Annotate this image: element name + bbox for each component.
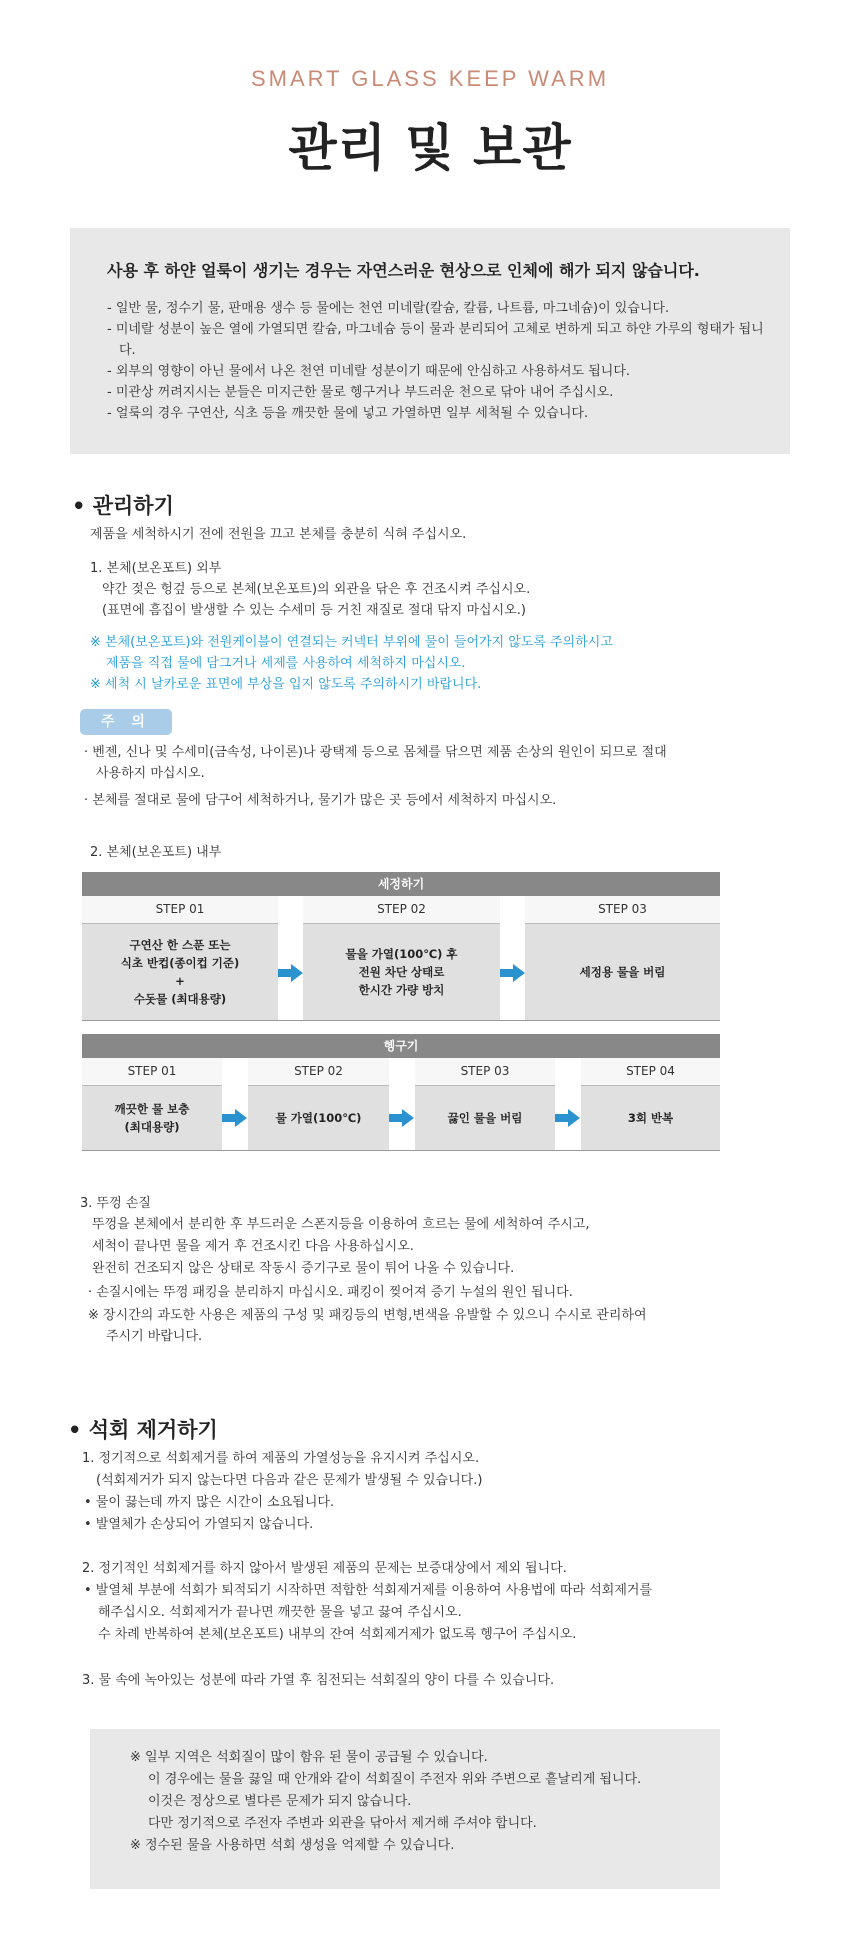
care-warning-line: ※ 세척 시 날카로운 표면에 부상을 입지 않도록 주의하시기 바랍니다. (90, 677, 482, 692)
caution-badge: 주 의 (80, 709, 172, 735)
notice-box (70, 228, 790, 454)
step-label: STEP 04 (581, 1058, 720, 1086)
care-section-title: • 관리하기 (72, 494, 174, 518)
notice-item: - 일반 물, 정수기 물, 판매용 생수 등 물에는 천연 미네랄(칼슘, 칼륨, 나트륨, 마그네슘)이 있습니다. (107, 301, 670, 316)
step-label: STEP 01 (82, 896, 278, 924)
descale-line: 1. 정기적으로 석회제거를 하여 제품의 가열성능을 유지시켜 주십시오. (82, 1451, 480, 1466)
step-text: 끓인 물을 버림 (415, 1086, 555, 1150)
caution-line: · 벤젠, 신나 및 수세미(금속성, 나이론)나 광택제 등으로 몸체를 닦으면 제품 손상의 원인이 되므로 절대 (84, 745, 667, 760)
rinse-process-table (82, 1034, 720, 1151)
descale-line: • 물이 끓는데 까지 많은 시간이 소요됩니다. (84, 1495, 335, 1510)
notice-item: - 외부의 영향이 아닌 물에서 나온 천연 미네랄 성분이기 때문에 안심하고 사용하셔도 됩니다. (107, 364, 631, 379)
step-gap (278, 896, 303, 1020)
care-intro: 제품을 세척하시기 전에 전원을 끄고 본체를 충분히 식혀 주십시오. (90, 527, 467, 542)
notice-item: - 미관상 꺼려지시는 분들은 미지근한 물로 헹구거나 부드러운 천으로 닦아 내어 주십시오. (107, 385, 614, 400)
step-text: 세정용 물을 버림 (525, 924, 720, 1020)
lid-line: 세척이 끝나면 물을 제거 후 건조시킨 다음 사용하십시오. (92, 1239, 414, 1254)
step-label: STEP 02 (248, 1058, 389, 1086)
descale-section-title: • 석회 제거하기 (68, 1418, 218, 1442)
step-label: STEP 03 (525, 896, 720, 924)
step-gap (555, 1058, 581, 1150)
lid-line: 뚜껑을 본체에서 분리한 후 부드러운 스폰지등을 이용하여 흐르는 물에 세척하여 주시고, (92, 1217, 590, 1232)
page-title: 관리 및 보관 (288, 119, 572, 177)
step-gap (222, 1058, 248, 1150)
descale-line: • 발열체 부분에 석회가 퇴적되기 시작하면 적합한 석회제거제를 이용하여 사용법에 따라 석회제거를 (84, 1583, 653, 1598)
rinse-step (82, 1058, 222, 1150)
caution-line: 사용하지 마십시오. (96, 766, 205, 781)
lid-title: 3. 뚜껑 손질 (80, 1196, 151, 1211)
care-warning-line: ※ 본체(보온포트)와 전원케이블이 연결되는 커넥터 부위에 물이 들어가지 않도록 주의하시고 (90, 635, 613, 650)
descale-line: 3. 물 속에 녹아있는 성분에 따라 가열 후 침전되는 석회질의 양이 다를 수 있습니다. (82, 1673, 555, 1688)
step-label: STEP 03 (415, 1058, 555, 1086)
footnote-box (90, 1729, 720, 1889)
descale-line: 해주십시오. 석회제거가 끝나면 깨끗한 물을 넣고 끓여 주십시오. (98, 1605, 462, 1620)
care-item2-title: 2. 본체(보온포트) 내부 (90, 845, 222, 860)
footnote-line: 이 경우에는 물을 끓일 때 안개와 같이 석회질이 주전자 위와 주변으로 흩날리게 됩니다. (148, 1772, 642, 1787)
footnote-line: 이것은 정상으로 별다른 문제가 되지 않습니다. (148, 1794, 412, 1809)
notice-list (107, 298, 767, 424)
rinse-step (581, 1058, 720, 1150)
clean-step (82, 896, 278, 1020)
notice-item: - 미네랄 성분이 높은 열에 가열되면 칼슘, 마그네슘 등이 물과 분리되어 고체로 변하게 되고 하얀 가루의 형태가 됩니다. (107, 322, 764, 358)
notice-item: - 얼룩의 경우 구연산, 식초 등을 깨끗한 물에 넣고 가열하면 일부 세척될 수 있습니다. (107, 406, 589, 421)
footnote-line: ※ 일부 지역은 석회질이 많이 함유 된 물이 공급될 수 있습니다. (130, 1750, 488, 1765)
caution-line: · 본체를 절대로 물에 담구어 세척하거나, 물기가 많은 곳 등에서 세척하지 마십시오. (84, 793, 557, 808)
clean-process-header: 세정하기 (82, 872, 720, 896)
descale-line: • 발열체가 손상되어 가열되지 않습니다. (84, 1517, 314, 1532)
notice-heading: 사용 후 하얀 얼룩이 생기는 경우는 자연스러운 현상으로 인체에 해가 되지 않습니다. (107, 261, 700, 280)
lid-line: · 손질시에는 뚜껑 패킹을 분리하지 마십시오. 패킹이 찢어져 증기 누설의 원인 됩니다. (88, 1285, 573, 1300)
care-item1-title: 1. 본체(보온포트) 외부 (90, 561, 222, 576)
rinse-step (248, 1058, 389, 1150)
step-gap (389, 1058, 415, 1150)
step-text: 물을 가열(100℃) 후 전원 차단 상태로 한시간 가량 방치 (303, 924, 500, 1020)
footnote-line: ※ 정수된 물을 사용하면 석회 생성을 억제할 수 있습니다. (130, 1838, 455, 1853)
step-label: STEP 02 (303, 896, 500, 924)
care-item1-line: (표면에 흠집이 발생할 수 있는 수세미 등 거친 재질로 절대 닦지 마십시오.) (102, 603, 526, 618)
clean-process-table (82, 872, 720, 1021)
lid-line: 완전히 건조되지 않은 상태로 작동시 증기구로 물이 튀어 나올 수 있습니다. (92, 1261, 515, 1276)
descale-line: (석회제거가 되지 않는다면 다음과 같은 문제가 발생될 수 있습니다.) (96, 1473, 483, 1488)
rinse-process-header: 헹구기 (82, 1034, 720, 1058)
step-text: 물 가열(100℃) (248, 1086, 389, 1150)
step-text: 깨끗한 물 보충 (최대용량) (82, 1086, 222, 1150)
descale-line: 수 차례 반복하여 본체(보온포트) 내부의 잔여 석회제거제가 없도록 헹구어 주십시오. (98, 1627, 577, 1642)
step-text: 구연산 한 스푼 또는 식초 반컵(종이컵 기준) + 수돗물 (최대용량) (82, 924, 278, 1020)
clean-step (303, 896, 500, 1020)
footnote-line: 다만 정기적으로 주전자 주변과 외관을 닦아서 제거해 주셔야 합니다. (148, 1816, 537, 1831)
care-item1-line: 약간 젖은 헝겊 등으로 본체(보온포트)의 외관을 닦은 후 건조시켜 주십시오. (102, 582, 531, 597)
lid-line: ※ 장시간의 과도한 사용은 제품의 구성 및 패킹등의 변형,변색을 유발할 수 있으니 수시로 관리하여 (88, 1308, 647, 1323)
care-warning-line: 제품을 직접 물에 담그거나 세제를 사용하여 세척하지 마십시오. (106, 656, 466, 671)
eyebrow-title: SMART GLASS KEEP WARM (250, 66, 610, 91)
lid-line: 주시기 바랍니다. (106, 1329, 203, 1344)
step-gap (500, 896, 525, 1020)
rinse-step (415, 1058, 555, 1150)
descale-line: 2. 정기적인 석회제거를 하지 않아서 발생된 제품의 문제는 보증대상에서 제외 됩니다. (82, 1561, 567, 1576)
step-text: 3회 반복 (581, 1086, 720, 1150)
step-label: STEP 01 (82, 1058, 222, 1086)
clean-step (525, 896, 720, 1020)
